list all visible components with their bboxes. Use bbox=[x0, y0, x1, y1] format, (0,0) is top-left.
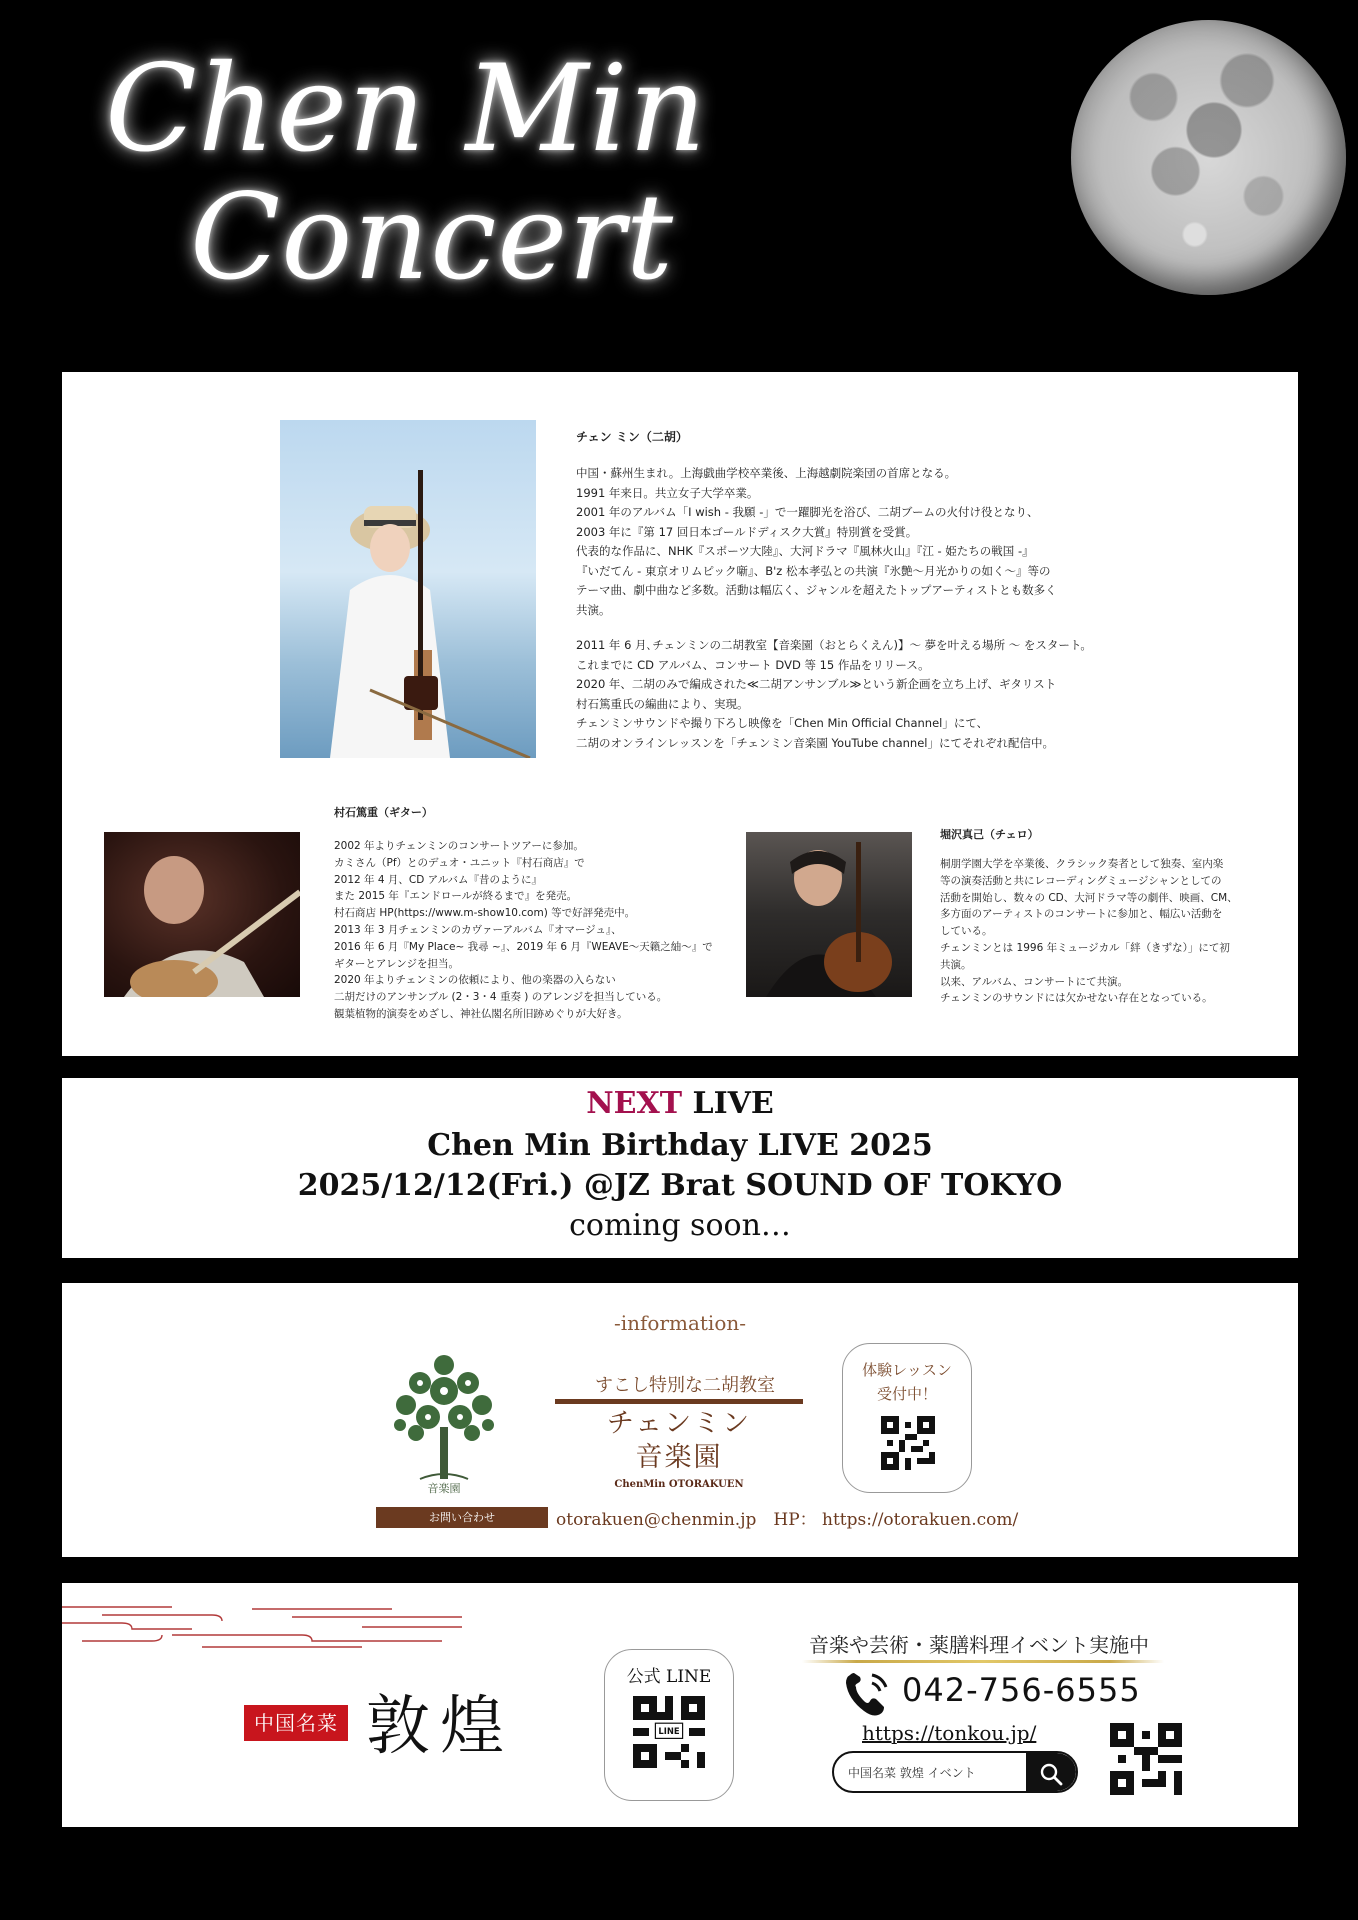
bio-line: また 2015 年『エンドロールが終るまで』を発売。 bbox=[334, 890, 578, 903]
murais-photo bbox=[104, 832, 300, 997]
bio-line: 等の演奏活動と共にレコーディングミュージシャンとしての bbox=[940, 874, 1222, 887]
search-box[interactable] bbox=[832, 1751, 1078, 1793]
bio-line: 1991 年来日。共立女子大学卒業。 bbox=[576, 485, 759, 500]
tonkou-badge: 中国名菜 bbox=[244, 1705, 348, 1741]
bio-line: 共演。 bbox=[940, 958, 972, 971]
bio-line: 村石商店 HP(https://www.m-show10.com) 等で好評発売中。 bbox=[334, 907, 636, 920]
bio-line: 観葉植物的演奏をめざし、神社仏閣名所旧跡めぐりが大好き。 bbox=[334, 1007, 628, 1020]
bio-panel bbox=[62, 372, 1298, 1056]
chen-min-illustration bbox=[280, 420, 536, 758]
bio-line: 二胡のオンラインレッスンを「チェンミン音楽園 YouTube channel」にてそれぞれ配信中。 bbox=[576, 735, 1054, 750]
search-input-text[interactable]: 中国名菜 敦煌 イベント bbox=[848, 1766, 976, 1780]
bio-line: テーマ曲、劇中曲など多数。活動は幅広く、ジャンルを超えたトップアーティストとも数多く bbox=[576, 583, 1057, 597]
bio-line: 2011 年 6 月､チェンミンの二胡教室【音楽園（おとらくえん)】〜 夢を叶える場所 〜 をスタート。 bbox=[576, 638, 1092, 652]
bio-line: チェンミンとは 1996 年ミュージカル「絆（きずな）」にて初 bbox=[940, 941, 1230, 954]
event-title: Chen Min Birthday LIVE 2025 bbox=[427, 1128, 933, 1163]
bio-line: 活動を開始し、数々の CD、大河ドラマ等の劇伴、映画、CM、 bbox=[940, 891, 1238, 904]
gold-divider bbox=[802, 1660, 1164, 1663]
trial-lesson-card[interactable] bbox=[842, 1343, 972, 1493]
phone-number[interactable]: 042-756-6555 bbox=[902, 1671, 1141, 1709]
next-live-heading bbox=[62, 1086, 1298, 1121]
murais-bio bbox=[334, 838, 713, 1023]
moon-image bbox=[1071, 20, 1346, 295]
bio-line: 桐朋学園大学を卒業後、クラシック奏者として独奏、室内楽 bbox=[940, 858, 1224, 870]
title-line-1: Chen Min bbox=[105, 40, 708, 179]
horisawa-photo bbox=[746, 832, 912, 997]
bio-line: 2020 年よりチェンミンの依頼により、他の楽器の入らない bbox=[334, 974, 616, 987]
event-heading: 音楽や芸術・薬膳料理イベント実施中 bbox=[809, 1633, 1149, 1657]
chen-min-name: チェン ミン（二胡） bbox=[576, 430, 688, 444]
trial-lesson-line-2: 受付中！ bbox=[876, 1385, 937, 1403]
bio-line: 2001 年のアルバム「I wish - 我願 -」で一躍脚光を浴び、二胡ブームの火付け役となり、 bbox=[576, 505, 1039, 519]
bio-line: 二胡だけのアンサンブル (2・3・4 重奏 ) のアレンジを担当している。 bbox=[334, 991, 668, 1004]
bio-line: 多方面のアーティストのコンサートに参加と、幅広い活動を bbox=[940, 908, 1223, 921]
line-qr-code-icon[interactable] bbox=[633, 1696, 705, 1768]
next-label: NEXT bbox=[586, 1086, 683, 1121]
bio-line: カミさん（Pf）とのデュオ・ユニット『村石商店』で bbox=[334, 856, 585, 869]
brand-english: ChenMin OTORAKUEN bbox=[614, 1479, 744, 1490]
cellist-illustration bbox=[746, 832, 912, 997]
bio-line: 代表的な作品に、NHK『スポーツ大陸』、大河ドラマ『風林火山』『江 - 姫たちの戦国 -』 bbox=[576, 544, 1034, 558]
tonkou-url[interactable]: https://tonkou.jp/ bbox=[862, 1721, 1037, 1745]
event-status: coming soon… bbox=[569, 1208, 791, 1243]
event-date-venue: 2025/12/12(Fri.) @JZ Brat SOUND OF TOKYO bbox=[297, 1168, 1063, 1203]
contact-label: お問い合わせ bbox=[376, 1507, 548, 1528]
trial-lesson-line-1: 体験レッスン bbox=[862, 1361, 952, 1379]
wave-pattern-icon bbox=[62, 1595, 472, 1653]
bio-line: 村石篤重氏の編曲により、実現。 bbox=[576, 696, 749, 711]
official-line-label: 公式 LINE bbox=[626, 1667, 712, 1687]
bio-line: 2013 年 3 月チェンミンのカヴァーアルバム『オマージュ』、 bbox=[334, 923, 622, 936]
title-line-2: Concert bbox=[190, 168, 675, 306]
bio-line: 2012 年 4 月、CD アルバム『昔のように』 bbox=[334, 873, 543, 886]
search-button[interactable] bbox=[1026, 1753, 1076, 1791]
brand-divider bbox=[555, 1399, 803, 1404]
bio-line: 共演。 bbox=[576, 602, 611, 617]
tree-logo-text: 音楽園 bbox=[427, 1482, 461, 1495]
bio-line: チェンミンのサウンドには欠かせない存在となっている。 bbox=[940, 992, 1213, 1005]
contact-email-hp[interactable]: otorakuen@chenmin.jp HP： https://otorakuen.com/ bbox=[556, 1510, 1019, 1530]
horisawa-name: 堀沢真己（チェロ） bbox=[940, 828, 1039, 841]
tree-logo-icon bbox=[380, 1341, 510, 1497]
tonkou-name: 敦煌 bbox=[366, 1690, 514, 1764]
tonkou-qr-code-icon[interactable] bbox=[1110, 1723, 1182, 1795]
next-live-panel bbox=[62, 1078, 1298, 1258]
horisawa-bio bbox=[940, 856, 1238, 1007]
trial-lesson-text bbox=[843, 1358, 971, 1406]
live-label: LIVE bbox=[682, 1086, 774, 1121]
brand-name bbox=[555, 1407, 803, 1475]
line-qr-text: LINE bbox=[658, 1726, 680, 1736]
chen-min-bio-1 bbox=[576, 464, 1057, 620]
brand-name-line-1: チェンミン bbox=[606, 1408, 752, 1439]
bio-line: している。 bbox=[940, 925, 993, 938]
phone-icon bbox=[842, 1669, 896, 1719]
chen-min-photo bbox=[280, 420, 536, 758]
lesson-qr-code-icon[interactable] bbox=[881, 1416, 935, 1470]
bio-line: 2003 年に『第 17 回日本ゴールドディスク大賞』特別賞を受賞。 bbox=[576, 524, 918, 539]
official-line-card[interactable] bbox=[604, 1649, 734, 1801]
chen-min-bio-2 bbox=[576, 636, 1092, 753]
bio-line: チェンミンサウンドや撮り下ろし映像を「Chen Min Official Channel」にて、 bbox=[576, 716, 989, 730]
information-panel bbox=[62, 1283, 1298, 1557]
bio-line: 中国・蘇州生まれ。上海戯曲学校卒業後、上海越劇院楽団の首席となる。 bbox=[576, 466, 957, 480]
information-heading: -information- bbox=[613, 1311, 747, 1335]
murais-name: 村石篤重（ギター） bbox=[334, 806, 433, 819]
search-icon bbox=[1038, 1761, 1064, 1787]
bio-line: 『いだてん - 東京オリムピック噺』、B'z 松本孝弘との共演『氷艶〜月光かりの如く〜』等の bbox=[576, 563, 1051, 578]
brand-subtitle: すこし特別な二胡教室 bbox=[595, 1375, 775, 1396]
bio-line: ギターとアレンジを担当。 bbox=[334, 957, 459, 970]
bio-line: これまでに CD アルバム、コンサート DVD 等 15 作品をリリース。 bbox=[576, 657, 930, 672]
brand-name-line-2: 音楽園 bbox=[635, 1442, 723, 1473]
bio-line: 以来、アルバム、コンサートにて共演。 bbox=[940, 975, 1129, 988]
bio-line: 2016 年 6 月『My Place~ 我尋 ~』、2019 年 6 月『WEAVE〜天籟之紬〜』で bbox=[334, 940, 713, 953]
guitarist-illustration bbox=[104, 832, 300, 997]
bio-line: 2002 年よりチェンミンのコンサートツアーに参加。 bbox=[334, 840, 584, 852]
bio-line: 2020 年、二胡のみで編成された≪二胡アンサンブル≫という新企画を立ち上げ、ギタリスト bbox=[576, 677, 1057, 691]
tonkou-panel bbox=[62, 1583, 1298, 1827]
